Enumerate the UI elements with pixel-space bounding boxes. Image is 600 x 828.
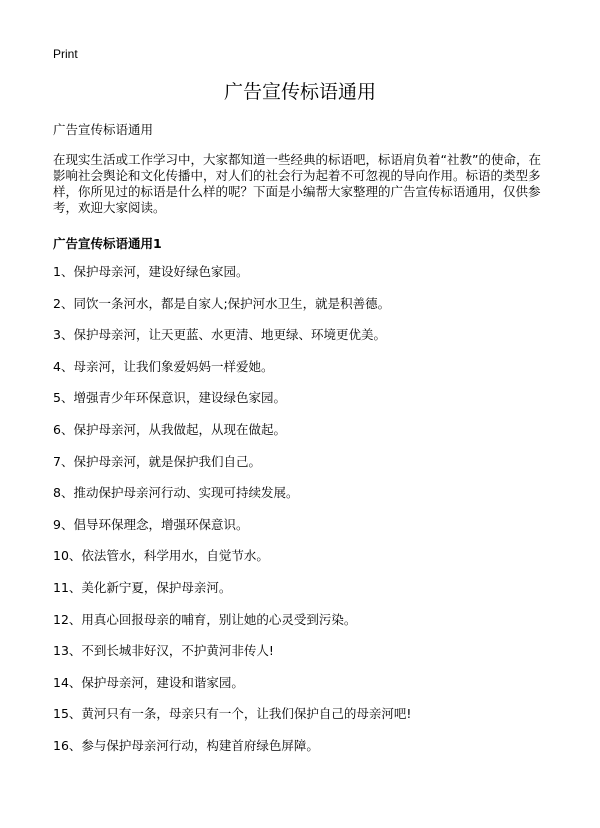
slogan-item: 5、增强青少年环保意识，建设绿色家园。 [53,390,286,406]
slogan-item: 6、保护母亲河，从我做起，从现在做起。 [53,421,286,437]
slogan-item: 13、不到长城非好汉，不护黄河非传人! [53,643,274,659]
slogan-item: 10、依法管水，科学用水，自觉节水。 [53,548,269,564]
slogan-list [53,264,573,770]
slogan-item: 8、推动保护母亲河行动、实现可持续发展。 [53,485,299,501]
slogan-item: 14、保护母亲河，建设和谐家园。 [53,674,244,690]
slogan-item: 4、母亲河，让我们象爱妈妈一样爱她。 [53,358,274,374]
slogan-item: 11、美化新宁夏，保护母亲河。 [53,579,232,595]
document-subtitle: 广告宣传标语通用 [53,122,154,137]
page-title: 广告宣传标语通用 [223,81,376,103]
slogan-item: 2、同饮一条河水，都是自家人;保护河水卫生，就是积善德。 [53,295,391,311]
slogan-item: 12、用真心回报母亲的哺育，别让她的心灵受到污染。 [53,611,357,627]
slogan-item: 7、保护母亲河，就是保护我们自己。 [53,453,261,469]
slogan-item: 16、参与保护母亲河行动，构建首府绿色屏障。 [53,737,319,753]
section-heading: 广告宣传标语通用1 [53,236,162,251]
intro-paragraph: 在现实生活或工作学习中，大家都知道一些经典的标语吧，标语肩负着“社教”的使命，在影响社会舆论和文化传播中，对人们的社会行为起着不可忽视的导向作用。标语的类型多样，你所见过的标语是什么样的呢？下面是小编帮大家整理的广告宣传标语通用，仅供参考，欢迎大家阅读。 [53,152,541,215]
slogan-item: 9、倡导环保理念，增强环保意识。 [53,516,249,532]
slogan-item: 15、黄河只有一条，母亲只有一个，让我们保护自己的母亲河吧! [53,706,412,722]
print-link[interactable]: Print [53,47,78,61]
slogan-item: 3、保护母亲河，让天更蓝、水更清、地更绿、环境更优美。 [53,327,386,343]
slogan-item: 1、保护母亲河，建设好绿色家园。 [53,264,249,279]
